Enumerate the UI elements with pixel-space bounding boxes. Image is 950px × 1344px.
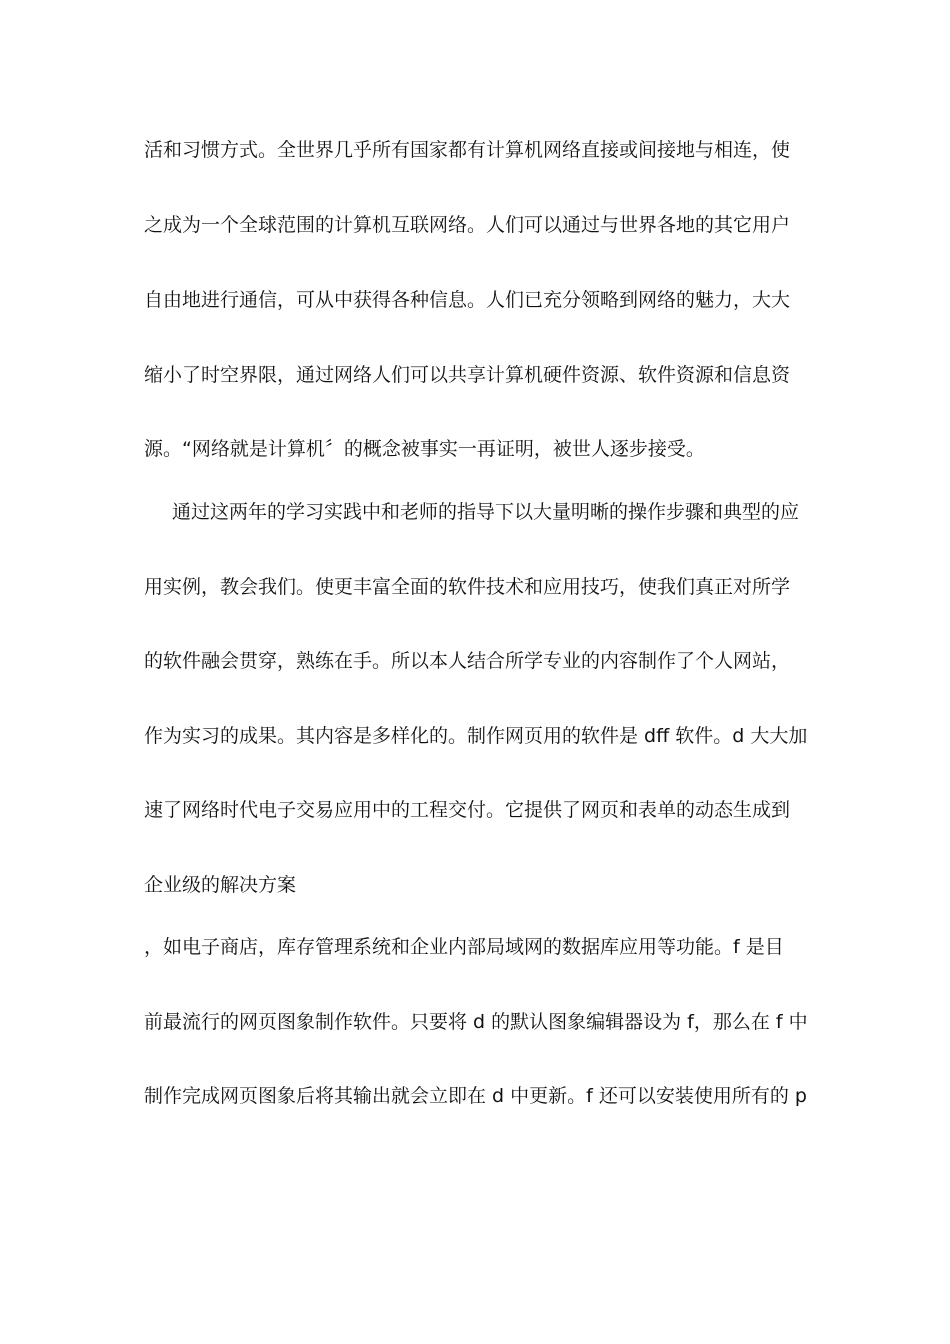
text-line: 活和习惯方式。全世界几乎所有国家都有计算机网络直接或间接地与相连，使 [144, 139, 791, 161]
text-line: 缩小了时空界限，通过网络人们可以共享计算机硬件资源、软件资源和信息资 [144, 364, 791, 386]
text-line: 用实例，教会我们。使更丰富全面的软件技术和应用技巧，使我们真正对所学 [144, 576, 791, 598]
text-line: 速了网络时代电子交易应用中的工程交付。它提供了网页和表单的动态生成到 [144, 799, 791, 821]
paragraph-first-line: 通过这两年的学习实践中和老师的指导下以大量明晰的操作步骤和典型的应 [172, 501, 800, 523]
text-line: ，如电子商店，库存管理系统和企业内部局域网的数据库应用等功能。f 是目 [144, 936, 784, 958]
text-line: 前最流行的网页图象制作软件。只要将 d 的默认图象编辑器设为 f，那么在 f 中 [144, 1011, 808, 1033]
text-line: 之成为一个全球范围的计算机互联网络。人们可以通过与世界各地的其它用户 [144, 214, 791, 236]
text-line: 源。“网络就是计算机〞的概念被事实一再证明，被世人逐步接受。 [144, 438, 705, 460]
text-line: 作为实习的成果。其内容是多样化的。制作网页用的软件是 dff 软件。d 大大加 [144, 725, 808, 747]
text-line: 制作完成网页图象后将其输出就会立即在 d 中更新。f 还可以安装使用所有的 p [144, 1085, 807, 1107]
text-line: 的软件融会贯穿，熟练在手。所以本人结合所学专业的内容制作了个人网站， [144, 650, 791, 672]
text-line: 自由地进行通信，可从中获得各种信息。人们已充分领略到网络的魅力，大大 [144, 289, 791, 311]
text-line: 企业级的解决方案 [144, 874, 297, 896]
